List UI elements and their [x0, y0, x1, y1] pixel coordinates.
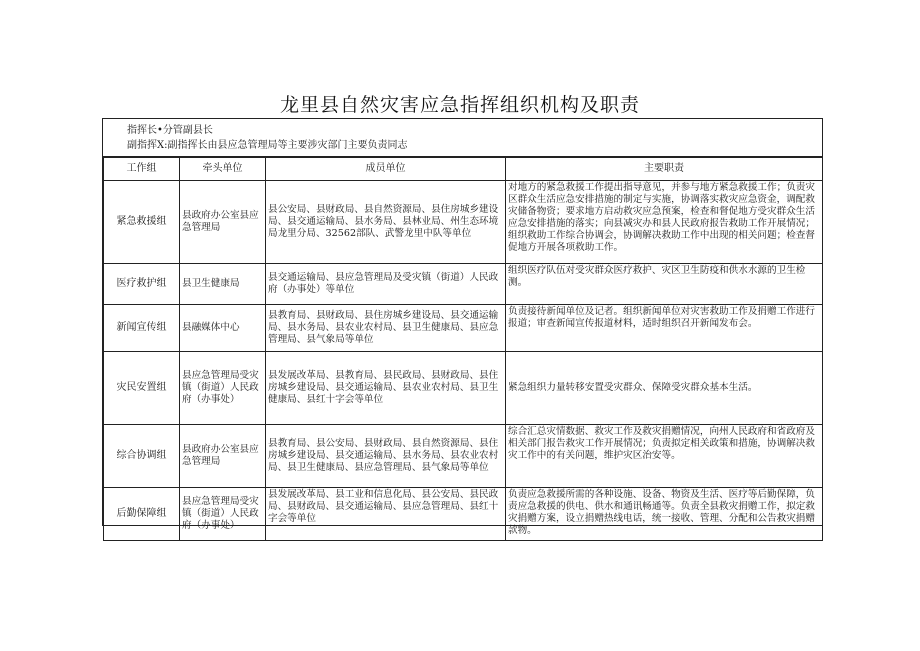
table-row	[104, 181, 823, 264]
column-header-group: 工作组	[104, 158, 180, 181]
duties-cell: 综合汇总灾情数据、救灾工作及救灾捐赠情况，向州人民政府和省政府及相关部门报告救灾工作开展情况；负责拟定相关政策和措施，协调解决救灾工作中的有关问题，维护灾区治安等。	[506, 425, 823, 488]
duties-cell: 负责接待新闻单位及记者。组织新闻单位对灾害救助工作及捐赠工作进行报道；审查新闻宣传报道材料，适时组织召开新闻发布会。	[506, 305, 823, 352]
commander-line: 指挥长•分管副县长	[127, 125, 213, 136]
duties-cell: 组织医疗队伍对受灾群众医疗救护、灾区卫生防疫和供水水源的卫生检测。	[506, 264, 823, 305]
members-cell: 县教育局、县财政局、县住房城乡建设局、县交通运输局、县水务局、县农业农村局、县卫生健康局、县应急管理局、县气象局等单位	[266, 305, 506, 352]
group-cell: 后勤保障组	[104, 488, 180, 541]
members-cell: 县公安局、县财政局、县自然资源局、县住房城乡建设局、县交通运输局、县水务局、县林业局、州生态环境局龙里分局、32562部队、武警龙里中队等单位	[266, 181, 506, 264]
members-cell: 县发展改革局、县教育局、县民政局、县财政局、县住房城乡建设局、县交通运输局、县农业农村局、县卫生健康局、县红十字会等单位	[266, 352, 506, 425]
column-header-members: 成员单位	[266, 158, 506, 181]
organization-table	[103, 157, 823, 541]
duties-cell: 对地方的紧急救援工作提出指导意见，并参与地方紧急救援工作；负责灾区群众生活应急安排措施的制定与实施，协调落实救灾应急资金，调配救灾储备物资；要求地方启动救灾应急预案，检查和督促地方受灾群众生活应急安排措施的落实；向县减灾办和县人民政府报告救助工作开展情况；组织救助工作综合协调会，协调解决救助工作中出现的相关问题；检查督促地方开展各项救助工作。	[506, 181, 823, 264]
lead-cell: 县政府办公室县应急管理局	[180, 425, 266, 488]
document-title: 龙里县自然灾害应急指挥组织机构及职责	[279, 94, 640, 116]
leaders-block	[103, 119, 822, 157]
deputy-commander-line: 副指挥X:副指挥长由县应急管理局等主要涉灾部门主要负责同志	[127, 140, 408, 151]
members-cell: 县交通运输局、县应急管理局及受灾镇（街道）人民政府（办事处）等单位	[266, 264, 506, 305]
lead-cell: 县应急管理局受灾镇（街道）人民政府（办事处）	[180, 352, 266, 425]
column-header-lead: 牵头单位	[180, 158, 266, 181]
table-row	[104, 425, 823, 488]
table-row	[104, 264, 823, 305]
table-row	[104, 352, 823, 425]
members-cell: 县教育局、县公安局、县财政局、县自然资源局、县住房城乡建设局、县交通运输局、县水务局、县农业农村局、县卫生健康局、县应急管理局、县气象局等单位	[266, 425, 506, 488]
group-cell: 新闻宣传组	[104, 305, 180, 352]
group-cell: 灾民安置组	[104, 352, 180, 425]
group-cell: 综合协调组	[104, 425, 180, 488]
members-cell: 县发展改革局、县工业和信息化局、县公安局、县民政局、县财政局、县交通运输局、县应急管理局、县红十字会等单位	[266, 488, 506, 541]
group-cell: 紧急救援组	[104, 181, 180, 264]
lead-cell: 县卫生健康局	[180, 264, 266, 305]
duties-cell: 负责应急救援所需的各种设施、设备、物资及生活、医疗等后勤保障，负责应急救援的供电、供水和通讯畅通等。负责全县救灾捐赠工作，拟定救灾捐赠方案，设立捐赠热线电话，统一接收、管理、分配和公告救灾捐赠款物。	[506, 488, 823, 541]
organization-table-frame	[102, 118, 823, 536]
table-row	[104, 305, 823, 352]
lead-cell: 县融媒体中心	[180, 305, 266, 352]
table-row	[104, 488, 823, 541]
column-header-duties: 主要职责	[506, 158, 823, 181]
duties-cell: 紧急组织力量转移安置受灾群众、保障受灾群众基本生活。	[506, 352, 823, 425]
lead-cell: 县政府办公室县应急管理局	[180, 181, 266, 264]
lead-cell: 县应急管理局受灾镇（街道）人民政府（办事处）	[180, 488, 266, 541]
table-header-row	[104, 158, 823, 181]
group-cell: 医疗救护组	[104, 264, 180, 305]
